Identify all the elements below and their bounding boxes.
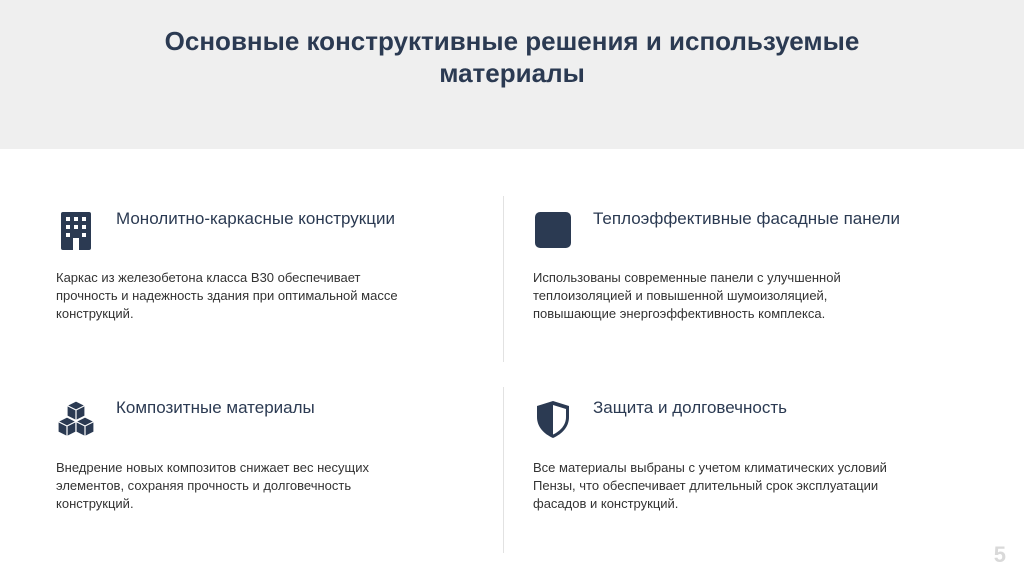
card-text-line: конструкций. bbox=[56, 496, 134, 511]
card-text-line: элементов, сохраняя прочность и долговечность bbox=[56, 478, 352, 493]
card-title: Монолитно-каркасные конструкции bbox=[116, 209, 395, 228]
card-text-line: повышающие энергоэффективность комплекса. bbox=[533, 306, 826, 321]
slide-title-line-1: Основные конструктивные решения и используемые bbox=[164, 26, 860, 56]
card-text-line: Все материалы выбраны с учетом климатических условий bbox=[533, 460, 887, 475]
card-title: Композитные материалы bbox=[116, 398, 315, 417]
card-text-line: теплоизоляцией и повышенной шумоизоляцией, bbox=[533, 288, 828, 303]
page-number: 5 bbox=[993, 542, 1006, 567]
card-title: Теплоэффективные фасадные панели bbox=[593, 209, 900, 228]
slide-title bbox=[0, 25, 1024, 89]
shield-icon bbox=[533, 399, 573, 439]
card-text-line: Пензы, что обеспечивает длительный срок эксплуатации bbox=[533, 478, 879, 493]
card-text-line: фасадов и конструкций. bbox=[533, 496, 679, 511]
column-divider-bottom bbox=[503, 387, 504, 553]
card-description bbox=[56, 459, 486, 513]
slide-title-line-2: материалы bbox=[439, 58, 585, 88]
card-description bbox=[533, 459, 963, 513]
building-icon bbox=[56, 210, 96, 250]
card-description bbox=[56, 269, 486, 323]
card-title: Защита и долговечность bbox=[593, 398, 787, 417]
card-text-line: Каркас из железобетона класса В30 обеспечивает bbox=[56, 270, 361, 285]
cubes-icon bbox=[56, 399, 96, 439]
card-text-line: Внедрение новых композитов снижает вес несущих bbox=[56, 460, 369, 475]
card-text-line: Использованы современные панели с улучшенной bbox=[533, 270, 841, 285]
card-text-line: прочность и надежность здания при оптимальной массе bbox=[56, 288, 398, 303]
card-text-line: конструкций. bbox=[56, 306, 134, 321]
panel-square-icon bbox=[533, 210, 573, 250]
column-divider-top bbox=[503, 196, 504, 362]
card-description bbox=[533, 269, 963, 323]
